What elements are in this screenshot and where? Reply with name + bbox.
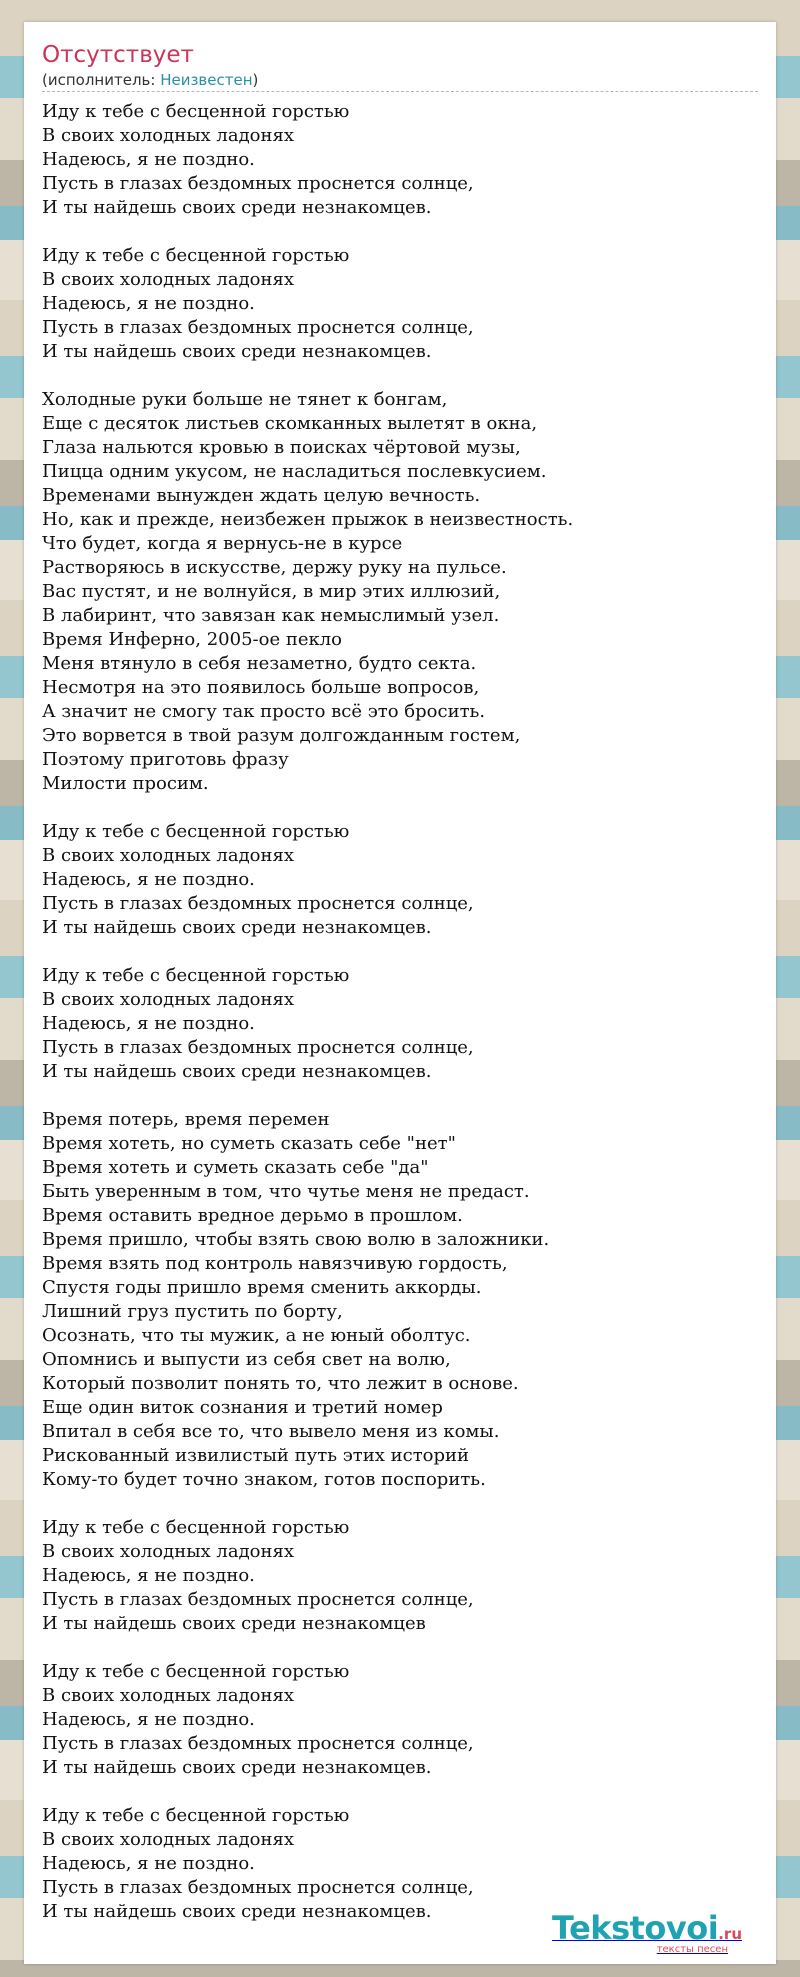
lyric-line: Надеюсь, я не поздно. bbox=[42, 1709, 255, 1730]
song-title: Отсутствует bbox=[42, 42, 194, 68]
lyrics-body bbox=[42, 100, 758, 1924]
artist-line bbox=[42, 70, 758, 90]
lyric-line: Надеюсь, я не поздно. bbox=[42, 1853, 255, 1874]
lyric-line: И ты найдешь своих среди незнакомцев. bbox=[42, 1061, 432, 1082]
artist-link[interactable]: Неизвестен bbox=[160, 71, 253, 89]
logo-name: Tekstovoi bbox=[552, 1909, 719, 1947]
lyric-line: В своих холодных ладонях bbox=[42, 1685, 294, 1706]
lyric-line: Еще с десяток листьев скомканных вылетят в окна, bbox=[42, 413, 538, 434]
lyric-line: Пусть в глазах бездомных проснется солнце, bbox=[42, 1589, 474, 1610]
lyric-line: Лишний груз пустить по борту, bbox=[42, 1301, 343, 1322]
lyric-line: В своих холодных ладонях bbox=[42, 125, 294, 146]
stanza-gap bbox=[42, 220, 758, 244]
lyric-line: В своих холодных ладонях bbox=[42, 989, 294, 1010]
lyric-line: Осознать, что ты мужик, а не юный оболтус. bbox=[42, 1325, 471, 1346]
lyric-line: Время хотеть, но суметь сказать себе "нет" bbox=[42, 1133, 456, 1154]
lyric-line: Рискованный извилистый путь этих историй bbox=[42, 1445, 470, 1466]
lyric-line: Надеюсь, я не поздно. bbox=[42, 293, 255, 314]
stanza-gap bbox=[42, 1084, 758, 1108]
lyrics-card bbox=[24, 22, 776, 1964]
lyric-line: Спустя годы пришло время сменить аккорды. bbox=[42, 1277, 482, 1298]
lyric-line: Глаза нальются кровью в поисках чёртовой музы, bbox=[42, 437, 521, 458]
lyric-line: А значит не смогу так просто всё это бросить. bbox=[42, 701, 486, 722]
lyric-line: Пусть в глазах бездомных проснется солнце, bbox=[42, 1733, 474, 1754]
lyric-line: Пусть в глазах бездомных проснется солнце, bbox=[42, 893, 474, 914]
stanza-gap bbox=[42, 1492, 758, 1516]
lyric-line: Иду к тебе с бесценной горстью bbox=[42, 1517, 350, 1538]
lyric-line: Поэтому приготовь фразу bbox=[42, 749, 289, 770]
artist-suffix: ) bbox=[252, 71, 259, 89]
stanza-gap bbox=[42, 796, 758, 820]
lyric-line: Несмотря на это появилось больше вопросов, bbox=[42, 677, 480, 698]
lyric-line: Время оставить вредное дерьмо в прошлом. bbox=[42, 1205, 463, 1226]
lyric-line: Пусть в глазах бездомных проснется солнце, bbox=[42, 173, 474, 194]
stanza-gap bbox=[42, 1780, 758, 1804]
stanza-gap bbox=[42, 940, 758, 964]
lyric-line: Надеюсь, я не поздно. bbox=[42, 1013, 255, 1034]
lyric-line: Время пришло, чтобы взять свою волю в заложники. bbox=[42, 1229, 550, 1250]
lyric-line: В своих холодных ладонях bbox=[42, 269, 294, 290]
logo-wordmark bbox=[552, 1911, 742, 1945]
lyric-line: В своих холодных ладонях bbox=[42, 845, 294, 866]
lyric-line: В своих холодных ладонях bbox=[42, 1541, 294, 1562]
lyric-line: Иду к тебе с бесценной горстью bbox=[42, 821, 350, 842]
lyric-line: Пицца одним укусом, не насладиться послевкусием. bbox=[42, 461, 547, 482]
lyric-line: Иду к тебе с бесценной горстью bbox=[42, 1661, 350, 1682]
lyric-line: И ты найдешь своих среди незнакомцев bbox=[42, 1613, 426, 1634]
lyric-line: И ты найдешь своих среди незнакомцев. bbox=[42, 341, 432, 362]
lyric-line: Опомнись и выпусти из себя свет на волю, bbox=[42, 1349, 451, 1370]
lyric-line: Пусть в глазах бездомных проснется солнце, bbox=[42, 1877, 474, 1898]
lyric-line: Кому-то будет точно знаком, готов поспорить. bbox=[42, 1469, 486, 1490]
lyric-line: Растворяюсь в искусстве, держу руку на пульсе. bbox=[42, 557, 507, 578]
lyric-line: И ты найдешь своих среди незнакомцев. bbox=[42, 917, 432, 938]
stanza-gap bbox=[42, 1636, 758, 1660]
lyric-line: Но, как и прежде, неизбежен прыжок в неизвестность. bbox=[42, 509, 574, 530]
lyric-line: Милости просим. bbox=[42, 773, 209, 794]
lyric-line: В своих холодных ладонях bbox=[42, 1829, 294, 1850]
lyric-line: И ты найдешь своих среди незнакомцев. bbox=[42, 1757, 432, 1778]
lyric-line: Это ворвется в твой разум долгожданным гостем, bbox=[42, 725, 521, 746]
lyric-line: Впитал в себя все то, что вывело меня из комы. bbox=[42, 1421, 500, 1442]
lyric-line: Временами вынужден ждать целую вечность. bbox=[42, 485, 481, 506]
lyric-line: Иду к тебе с бесценной горстью bbox=[42, 1805, 350, 1826]
lyric-line: Иду к тебе с бесценной горстью bbox=[42, 101, 350, 122]
logo-tld: .ru bbox=[718, 1925, 742, 1943]
lyric-line: Иду к тебе с бесценной горстью bbox=[42, 245, 350, 266]
lyric-line: Надеюсь, я не поздно. bbox=[42, 1565, 255, 1586]
lyric-line: Время хотеть и суметь сказать себе "да" bbox=[42, 1157, 429, 1178]
lyric-line: Который позволит понять то, что лежит в основе. bbox=[42, 1373, 519, 1394]
lyric-line: Иду к тебе с бесценной горстью bbox=[42, 965, 350, 986]
site-logo[interactable] bbox=[552, 1911, 742, 1955]
lyric-line: Пусть в глазах бездомных проснется солнце, bbox=[42, 1037, 474, 1058]
lyric-line: Холодные руки больше не тянет к бонгам, bbox=[42, 389, 448, 410]
lyric-line: Надеюсь, я не поздно. bbox=[42, 149, 255, 170]
lyric-line: Вас пустят, и не волнуйся, в мир этих иллюзий, bbox=[42, 581, 501, 602]
lyric-line: Надеюсь, я не поздно. bbox=[42, 869, 255, 890]
stanza-gap bbox=[42, 364, 758, 388]
lyric-line: Время потерь, время перемен bbox=[42, 1109, 330, 1130]
lyric-line: И ты найдешь своих среди незнакомцев. bbox=[42, 197, 432, 218]
lyric-line: И ты найдешь своих среди незнакомцев. bbox=[42, 1901, 432, 1922]
lyric-line: Пусть в глазах бездомных проснется солнце, bbox=[42, 317, 474, 338]
lyric-line: Еще один виток сознания и третий номер bbox=[42, 1397, 443, 1418]
lyric-line: В лабиринт, что завязан как немыслимый узел. bbox=[42, 605, 500, 626]
lyric-line: Быть уверенным в том, что чутье меня не предаст. bbox=[42, 1181, 530, 1202]
logo-tagline: тексты песен bbox=[656, 1944, 728, 1955]
lyric-line: Время взять под контроль навязчивую гордость, bbox=[42, 1253, 508, 1274]
song-header bbox=[42, 40, 758, 92]
lyric-line: Меня втянуло в себя незаметно, будто секта. bbox=[42, 653, 477, 674]
lyric-line: Время Инферно, 2005-ое пекло bbox=[42, 629, 342, 650]
lyric-line: Что будет, когда я вернусь-не в курсе bbox=[42, 533, 403, 554]
artist-prefix: (исполнитель: bbox=[42, 71, 161, 89]
